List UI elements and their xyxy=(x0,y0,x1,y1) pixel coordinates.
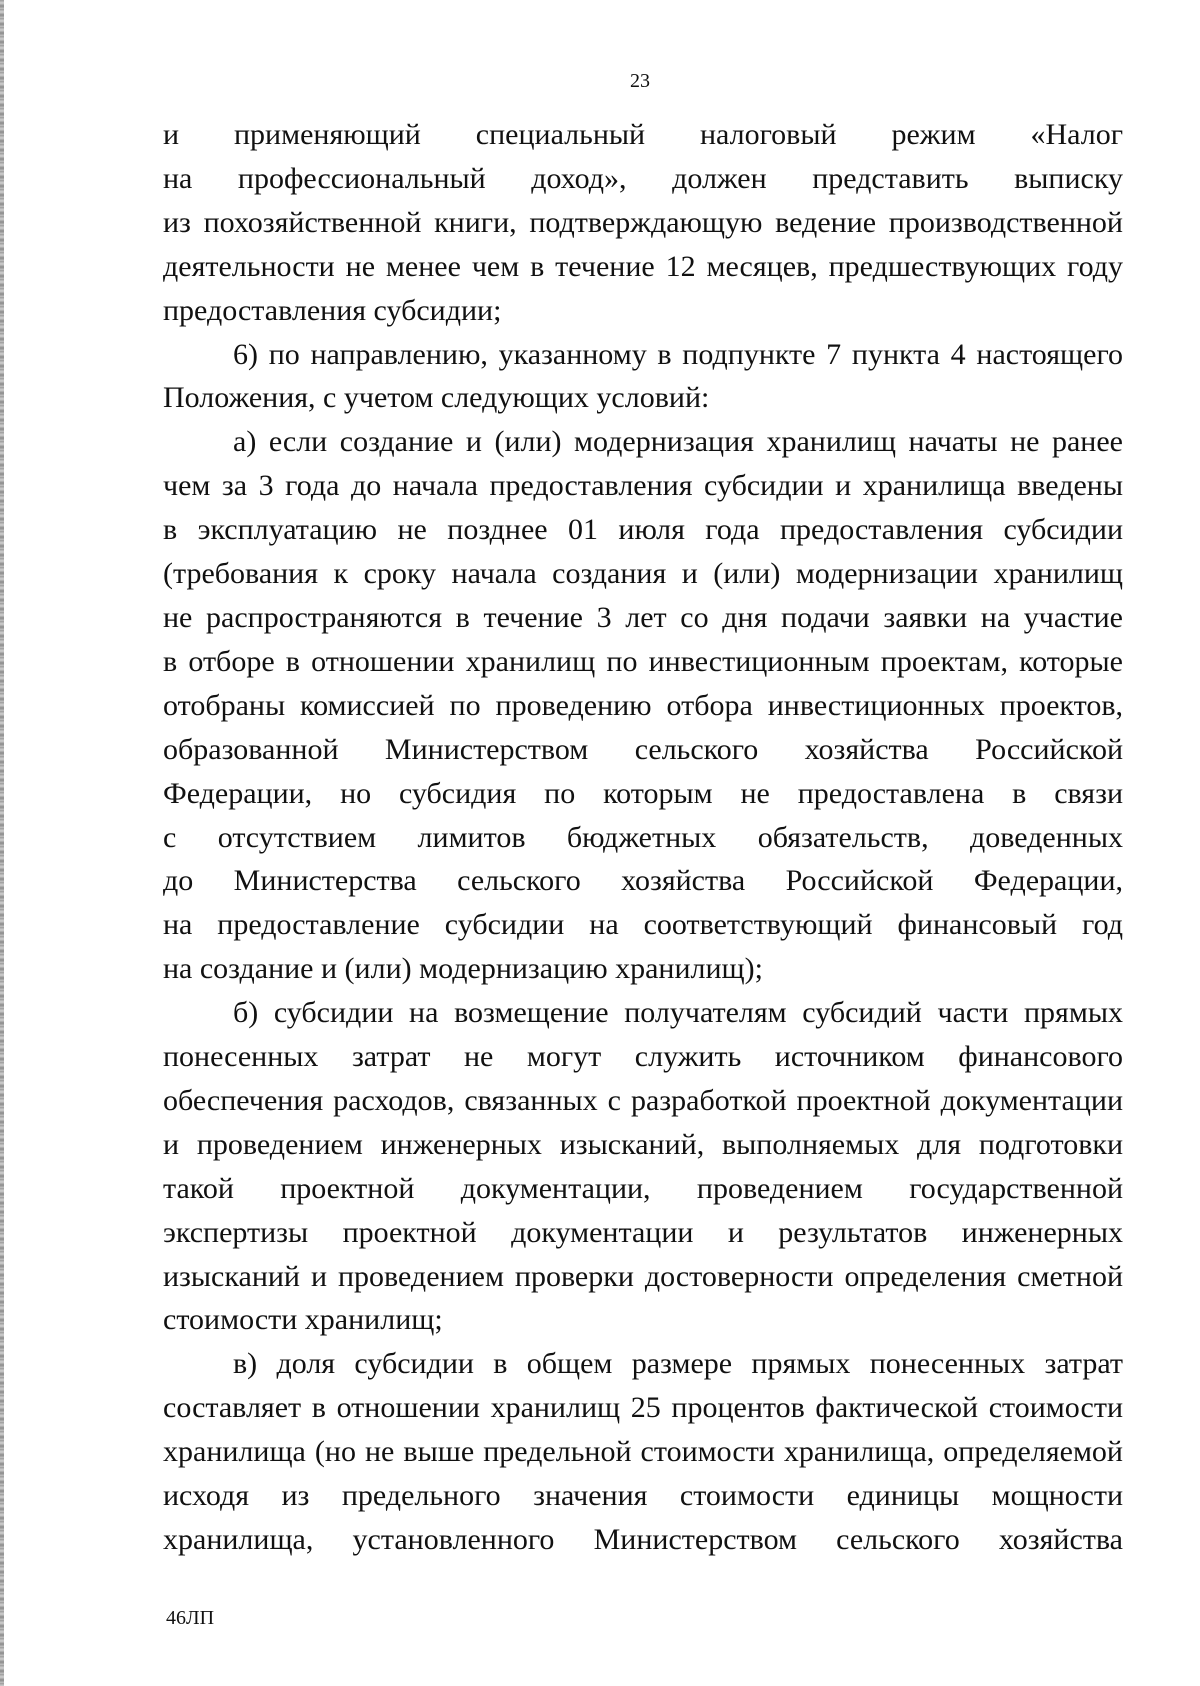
text-line: (требования к сроку начала создания и (или) модернизации хранилищ xyxy=(163,557,1123,591)
page-number: 23 xyxy=(630,70,650,92)
text-line: Федерации, но субсидия по которым не предоставлена в связи xyxy=(163,776,1123,810)
text-line: составляет в отношении хранилищ 25 процентов фактической стоимости xyxy=(163,1391,1123,1425)
paragraph-subitem-v xyxy=(163,1342,1123,1562)
text-line: чем за 3 года до начала предоставления субсидии и хранилища введены xyxy=(163,469,1123,503)
text-line: 6) по направлению, указанному в подпункте 7 пункта 4 настоящего xyxy=(233,337,1123,371)
text-line: б) субсидии на возмещение получателям субсидий части прямых xyxy=(233,996,1123,1030)
paragraph-item-6 xyxy=(163,333,1123,421)
text-line: и проведением инженерных изысканий, выполняемых для подготовки xyxy=(163,1127,1123,1161)
paragraph-subitem-b xyxy=(163,991,1123,1342)
text-line: в эксплуатацию не позднее 01 июля года предоставления субсидии xyxy=(163,513,1123,547)
text-line: предоставления субсидии; xyxy=(163,293,502,327)
document-body xyxy=(163,113,1123,1562)
text-line: хранилища, установленного Министерством сельского хозяйства xyxy=(163,1523,1123,1556)
text-line: обеспечения расходов, связанных с разработкой проектной документации xyxy=(163,1083,1123,1117)
scan-edge xyxy=(0,0,4,1686)
text-line: на создание и (или) модернизацию хранилищ); xyxy=(163,952,763,986)
text-line: в) доля субсидии в общем размере прямых понесенных затрат xyxy=(233,1347,1123,1381)
text-line: образованной Министерством сельского хозяйства Российской xyxy=(163,732,1123,766)
text-line: хранилища (но не выше предельной стоимости хранилища, определяемой xyxy=(163,1435,1123,1469)
document-code: 46ЛП xyxy=(166,1607,215,1629)
text-line: Положения, с учетом следующих условий: xyxy=(163,381,710,415)
text-line: до Министерства сельского хозяйства Российской Федерации, xyxy=(163,864,1123,898)
paragraph-subitem-a xyxy=(163,420,1123,991)
text-line: стоимости хранилищ; xyxy=(163,1303,443,1337)
text-line: исходя из предельного значения стоимости единицы мощности xyxy=(163,1479,1123,1513)
text-line: деятельности не менее чем в течение 12 месяцев, предшествующих году xyxy=(163,249,1123,283)
text-line: не распространяются в течение 3 лет со дня подачи заявки на участие xyxy=(163,600,1123,634)
text-line: на профессиональный доход», должен представить выписку xyxy=(163,161,1123,195)
text-line: понесенных затрат не могут служить источником финансового xyxy=(163,1040,1123,1074)
text-line: на предоставление субсидии на соответствующий финансовый год xyxy=(163,908,1123,942)
text-line: из похозяйственной книги, подтверждающую ведение производственной xyxy=(163,205,1123,239)
paragraph-continuation xyxy=(163,113,1123,333)
text-line: отобраны комиссией по проведению отбора инвестиционных проектов, xyxy=(163,688,1123,722)
text-line: и применяющий специальный налоговый режим «Налог xyxy=(163,118,1123,151)
text-line: такой проектной документации, проведением государственной xyxy=(163,1171,1123,1205)
text-line: а) если создание и (или) модернизация хранилищ начаты не ранее xyxy=(233,425,1123,459)
text-line: экспертизы проектной документации и результатов инженерных xyxy=(163,1215,1123,1249)
text-line: с отсутствием лимитов бюджетных обязательств, доведенных xyxy=(163,820,1123,854)
text-line: в отборе в отношении хранилищ по инвестиционным проектам, которые xyxy=(163,644,1123,678)
text-line: изысканий и проведением проверки достоверности определения сметной xyxy=(163,1259,1123,1293)
